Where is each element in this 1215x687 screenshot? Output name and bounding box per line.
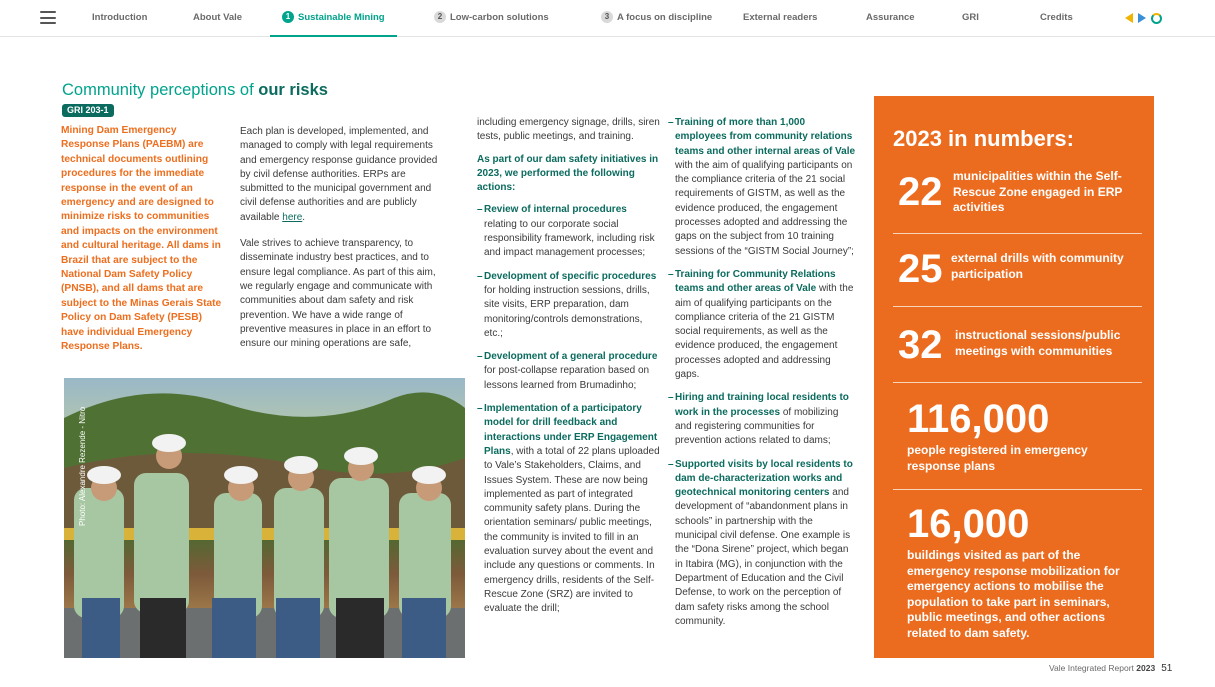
nav-external-readers[interactable] xyxy=(743,0,817,37)
page-footer xyxy=(1049,663,1172,674)
list-item xyxy=(668,458,856,630)
report-name: Vale Integrated Report xyxy=(1049,663,1137,673)
item-heading: Development of specific procedures xyxy=(484,270,657,282)
nav-number-badge: 2 xyxy=(434,11,446,23)
item-text: for post-collapse reparation based on lessons learned from Brumadinho; xyxy=(484,365,650,391)
paragraph-text: Each plan is developed, implemented, and managed to comply with legal requirements and emergency response guidance provided by civil defense authorities. ERPs are submitted to the municipal government and civil defense authorities and are publicly available xyxy=(240,126,438,223)
stat-buildings-visited xyxy=(907,501,1148,651)
divider xyxy=(893,489,1142,490)
stat-value: 116,000 xyxy=(907,397,1050,441)
gri-badge: GRI 203-1 xyxy=(62,104,114,117)
nav-label: Introduction xyxy=(92,12,148,23)
title-bold: our risks xyxy=(258,81,328,99)
stat-label: external drills with community participation xyxy=(951,251,1124,281)
item-text: , with a total of 22 plans uploaded to Vale’s Stakeholders, Claims, and Issues System. These are now being implemented as part of integrated community safety plans. During the orientation seminars/ public meetings, the community is invited to fill in an evaluation survey about the event and include any questions or comments. In emergency drills, residents of the Self-Rescue Zone (SRZ) are invited to evaluate the drill; xyxy=(484,445,660,615)
nav-sustainable-mining[interactable] xyxy=(270,0,397,37)
item-heading: Hiring and training local residents to work in the processes xyxy=(675,392,849,418)
item-text: with the aim of qualifying participants on the compliance criteria of the 21 GISTM social requirements, as well as the evidence produced, the engagement processes adopted and addressing gaps. xyxy=(675,283,854,381)
page-navigation xyxy=(1125,11,1162,25)
nav-about-vale[interactable] xyxy=(193,0,242,37)
report-year: 2023 xyxy=(1136,663,1156,673)
team-photo-illustration xyxy=(64,378,465,658)
stat-label: buildings visited as part of the emergency response mobilization for emergency actions to mobilise the population to take part in seminars, public meetings, and other actions related to dam safety. xyxy=(907,548,1120,640)
stat-label: people registered in emergency response plans xyxy=(907,443,1088,473)
nav-gri[interactable] xyxy=(962,0,979,37)
nav-label: Low-carbon solutions xyxy=(450,12,549,23)
nav-label: Sustainable Mining xyxy=(298,12,385,23)
paragraph xyxy=(240,125,450,225)
list-item xyxy=(477,270,662,341)
nav-label: About Vale xyxy=(193,12,243,23)
list-item xyxy=(668,391,856,448)
item-heading: Training for Community Relations teams and other areas of Vale xyxy=(675,268,836,295)
nav-introduction[interactable] xyxy=(92,0,147,37)
item-text: of mobilizing and registering communities for prevention actions related to dams; xyxy=(675,406,839,447)
numbers-title: 2023 in numbers: xyxy=(893,126,1074,151)
stat-label: instructional sessions/public meetings with communities xyxy=(955,328,1121,358)
divider xyxy=(893,382,1142,383)
item-text: with the aim of qualifying participants on the compliance criteria of the 21 social requirements of GISTM, as well as the evidence produced, the engagement processes adopted and addressing the gaps on the subject from 10 training sessions of the “GISTM Social Journey”; xyxy=(675,159,854,257)
list-item xyxy=(477,203,662,260)
nav-label: A focus on discipline xyxy=(617,12,713,23)
return-icon[interactable] xyxy=(1151,13,1162,24)
actions-list xyxy=(477,203,662,616)
item-heading: Implementation of a participatory model for drill feedback and interactions under ERP Engagement Plans xyxy=(484,403,658,457)
divider xyxy=(893,233,1142,234)
actions-list-continued xyxy=(668,116,856,629)
item-heading: Training of more than 1,000 employees from community relations teams and other internal areas of Vale xyxy=(675,117,856,157)
nav-focus-on-discipline[interactable] xyxy=(601,0,712,37)
paragraph-end: . xyxy=(302,211,306,223)
item-heading: Review of internal procedures xyxy=(484,204,627,216)
top-navigation xyxy=(0,0,1215,37)
nav-label: GRI xyxy=(962,12,979,23)
numbers-panel xyxy=(874,96,1154,658)
stat-value: 16,000 xyxy=(907,502,1030,546)
page-number: 51 xyxy=(1161,663,1173,674)
nav-label: Assurance xyxy=(866,12,915,23)
stat-value: 25 xyxy=(898,247,943,291)
nav-number-badge: 1 xyxy=(282,11,294,23)
list-item xyxy=(668,268,856,382)
stat-value: 32 xyxy=(898,323,943,367)
stat-sessions xyxy=(898,322,1139,367)
nav-low-carbon-solutions[interactable] xyxy=(434,0,549,37)
intro-column xyxy=(61,124,223,367)
stat-municipalities xyxy=(898,169,1139,219)
stat-external-drills xyxy=(898,246,1139,291)
here-link[interactable]: here xyxy=(282,211,303,223)
item-text: relating to our corporate social responsibility framework, including risk and impact management processes; xyxy=(484,218,655,259)
divider xyxy=(893,306,1142,307)
item-text: and development of “abandonment plans in schools” in partnership with the municipal civil defense. One example is the “Dona Sirene” project, which began in Itabira (MG), in conjunction with the Department of Education and the Civil Defense, to work on the perception of dam safety risks among the school community. xyxy=(675,487,851,627)
intro-paragraph: Mining Dam Emergency Response Plans (PAEBM) are technical documents outlining procedures for the immediate response in the event of an emergency and are designed to minimize risks to communities and impacts on the environment and cultural heritage. All dams in Brazil that are subject to the National Dam Safety Policy (PNSB), and all dams that are subject to the Minas Gerais State Policy on Dam Safety (PESB) have individual Emergency Response Plans. xyxy=(61,125,222,353)
nav-number-badge: 3 xyxy=(601,11,613,23)
nav-label: External readers xyxy=(743,12,818,23)
title-light: Community perceptions of xyxy=(62,81,259,99)
list-item xyxy=(477,402,662,616)
page-title xyxy=(62,81,328,100)
nav-credits[interactable] xyxy=(1040,0,1073,37)
paragraph: including emergency signage, drills, siren tests, public meetings, and training. xyxy=(477,117,660,143)
item-text: for holding instruction sessions, drills, site visits, ERP preparation, dam monitoring/controls demonstrations, etc.; xyxy=(484,284,650,339)
stat-value: 22 xyxy=(898,170,943,214)
item-heading: Development of a general procedure xyxy=(484,351,658,363)
stat-label: municipalities within the Self-Rescue Zone engaged in ERP activities xyxy=(953,169,1123,214)
photo-credit xyxy=(66,392,87,527)
text-column-2 xyxy=(240,125,450,363)
menu-icon[interactable] xyxy=(40,11,56,24)
text-column-3 xyxy=(477,116,662,623)
list-item xyxy=(668,116,856,259)
text-column-4 xyxy=(668,116,856,635)
stat-people-registered xyxy=(907,396,1148,476)
actions-intro: As part of our dam safety initiatives in 2023, we performed the following actions: xyxy=(477,153,659,194)
photo-credit-text: Photo: Alexandre Rezende - Nitro xyxy=(78,406,87,526)
next-page-icon[interactable] xyxy=(1138,13,1146,23)
team-photo xyxy=(64,378,465,658)
nav-assurance[interactable] xyxy=(866,0,915,37)
list-item xyxy=(477,350,662,393)
paragraph: Vale strives to achieve transparency, to disseminate industry best practices, and to ensure legal compliance. As part of this aim, we regularly engage and communicate with communities about dam safety and risk prevention. We have a wide range of preventive measures in place in an effort to ensure our mining operations are safe, xyxy=(240,238,436,350)
previous-page-icon[interactable] xyxy=(1125,13,1133,23)
nav-label: Credits xyxy=(1040,12,1073,23)
item-heading: Supported visits by local residents to dam de-characterization works and geotechnical monitoring centers xyxy=(675,458,853,499)
